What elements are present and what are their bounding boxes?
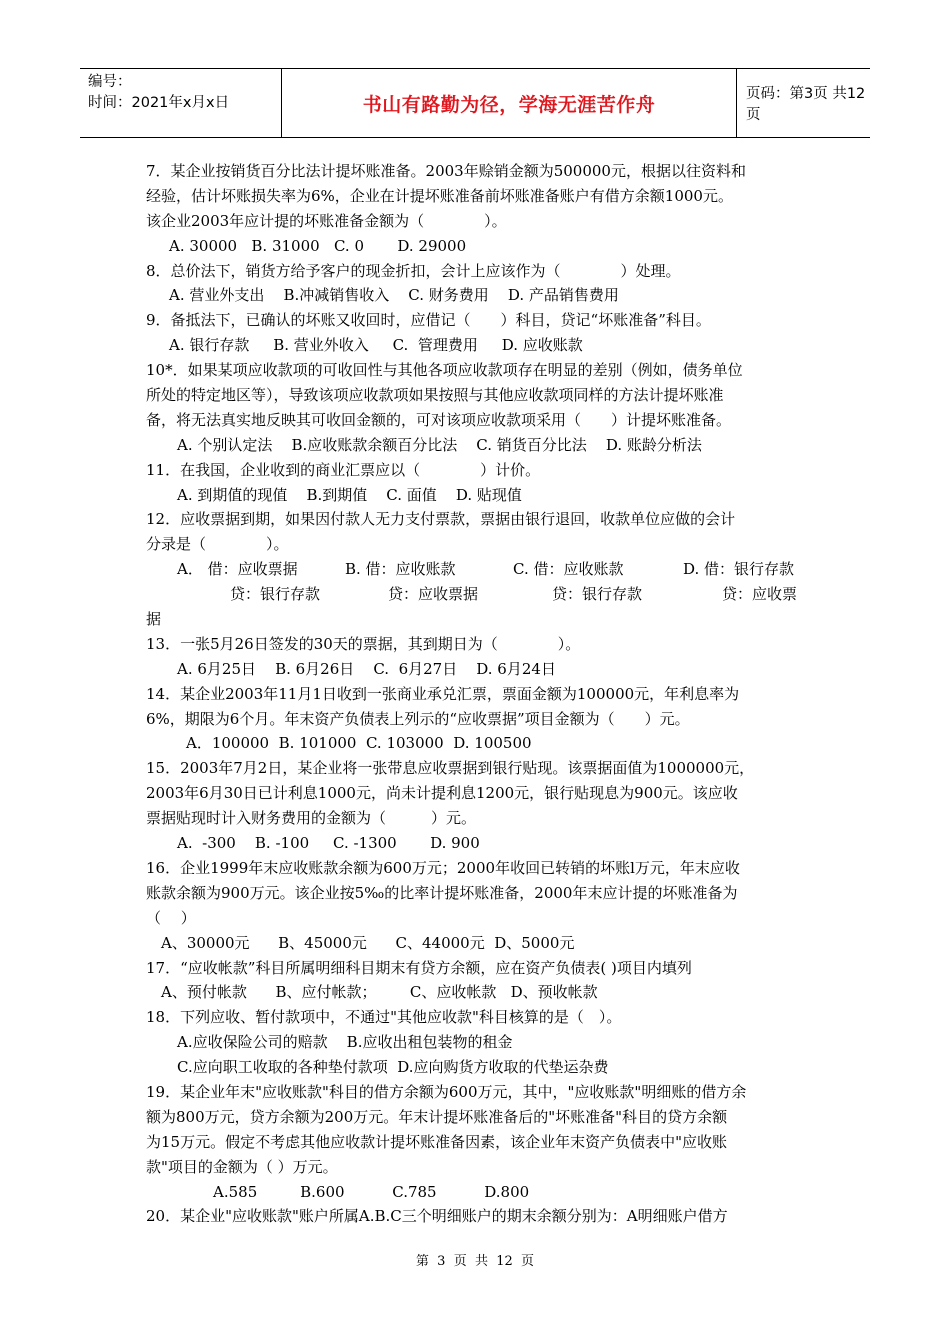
- text-line: 备，将无法真实地反映其可收回金额的，可对该项应收款项采用（ ）计提坏账准备。: [146, 410, 732, 429]
- option-d-debit: D. 借：银行存款: [683, 560, 795, 579]
- text-line: 2003年6月30日已计利息1000元，尚未计提利息1200元，银行贴现息为900元。该应收: [146, 784, 738, 803]
- header-motto: 书山有路勤为径，学海无涯苦作舟: [282, 69, 737, 137]
- answer-options: C.应向职工收取的各种垫付款项 D.应向购货方收取的代垫运杂费: [177, 1058, 609, 1077]
- answer-options: A. 银行存款 B. 营业外收入 C. 管理费用 D. 应收账款: [169, 336, 583, 355]
- answer-options: A.应收保险公司的赔款 B.应收出租包装物的租金: [177, 1033, 513, 1052]
- entry-debit-row: [146, 557, 816, 582]
- header-meta: [80, 69, 282, 137]
- text-line: 19．某企业年末"应收账款"科目的借方余额为600万元，其中，"应收账款"明细账的借方余: [146, 1082, 747, 1101]
- option-c-debit: C. 借：应收账款: [513, 560, 624, 579]
- text-line: 11．在我国，企业收到的商业汇票应以（ ）计价。: [146, 460, 541, 479]
- time-label: 时间：2021年x月x日: [88, 95, 230, 111]
- answer-options: A. 个别认定法 B.应收账款余额百分比法 C. 销货百分比法 D. 账龄分析法: [177, 435, 702, 454]
- page-header: [80, 68, 870, 138]
- page-number-label: 页码：第3页 共12页: [746, 86, 866, 123]
- question-body: [146, 159, 816, 1229]
- text-line: 款"项目的金额为（ ）万元。: [146, 1157, 338, 1176]
- text-line: 13．一张5月26日签发的30天的票据，其到期日为（ ）。: [146, 634, 581, 653]
- answer-options: A. -300 B. -100 C. -1300 D. 900: [177, 834, 480, 853]
- text-line: 经验，估计坏账损失率为6%，企业在计提坏账准备前坏账准备账户有借方余额1000元。: [146, 186, 733, 205]
- text-line: 据: [146, 610, 162, 629]
- answer-options: A、30000元 B、45000元 C、44000元 D、5000元: [161, 933, 575, 952]
- code-label: 编号：: [88, 74, 132, 90]
- text-line: 16．企业1999年末应收账款余额为600万元；2000年收回已转销的坏账l万元，年末应收: [146, 858, 740, 877]
- text-line: 10*．如果某项应收款项的可收回性与其他各项应收款项存在明显的差别（例如，债务单位: [146, 361, 743, 380]
- text-line: 所处的特定地区等），导致该项应收款项如果按照与其他应收款项同样的方法计提坏账准: [146, 386, 724, 405]
- option-c-credit: 贷：银行存款: [552, 585, 643, 604]
- text-line: 15．2003年7月2日，某企业将一张带息应收票据到银行贴现。该票据面值为1000000元，: [146, 759, 755, 778]
- text-line: （ ）: [146, 908, 196, 927]
- text-line: 为15万元。假定不考虑其他应收款计提坏账准备因素，该企业年末资产负债表中"应收账: [146, 1132, 727, 1151]
- text-line: 该企业2003年应计提的坏账准备金额为（ ）。: [146, 211, 507, 230]
- text-line: 7．某企业按销货百分比法计提坏账准备。2003年赊销金额为500000元，根据以往资料和: [146, 162, 746, 180]
- option-a-credit: 贷：银行存款: [230, 585, 321, 604]
- answer-options: A. 30000 B. 31000 C. 0 D. 29000: [169, 236, 467, 255]
- option-d-credit: 贷：应收票: [722, 585, 798, 604]
- option-b-credit: 贷：应收票据: [388, 585, 479, 604]
- answer-options: A.585 B.600 C.785 D.800: [213, 1182, 530, 1201]
- text-line: 20．某企业"应收账款"账户所属A.B.C三个明细账户的期末余额分别为：A明细账户借方: [146, 1207, 728, 1226]
- option-b-debit: B. 借：应收账款: [345, 560, 456, 579]
- page-footer: 第 3 页 共 12 页: [415, 1254, 535, 1269]
- entry-credit-row: [146, 582, 816, 607]
- text-line: 9．备抵法下，已确认的坏账又收回时，应借记（ ）科目，贷记“坏账准备”科目。: [146, 311, 711, 330]
- option-a-debit: A． 借：应收票据: [177, 560, 298, 579]
- text-line: 分录是（ ）。: [146, 535, 289, 554]
- text-line: 12．应收票据到期，如果因付款人无力支付票款，票据由银行退回，收款单位应做的会计: [146, 510, 736, 529]
- answer-options: A、预付帐款 B、应付帐款； C、应收帐款 D、预收帐款: [161, 983, 598, 1002]
- text-line: 额为800万元，贷方余额为200万元。年末计提坏账准备后的"坏账准备"科目的贷方余额: [146, 1107, 728, 1126]
- text-line: 6%，期限为6个月。年末资产负债表上列示的“应收票据”项目金额为（ ）元。: [146, 709, 690, 728]
- text-line: 账款余额为900万元。该企业按5‰的比率计提坏账准备，2000年末应计提的坏账准备为: [146, 883, 738, 902]
- text-line: 8．总价法下，销货方给予客户的现金折扣，会计上应该作为（ ）处理。: [146, 261, 681, 280]
- answer-options: A. 营业外支出 B.冲减销售收入 C. 财务费用 D. 产品销售费用: [169, 286, 619, 305]
- text-line: 票据贴现时计入财务费用的金额为（ ）元。: [146, 809, 477, 828]
- answer-options: A．100000 B. 101000 C. 103000 D. 100500: [186, 734, 532, 753]
- text-line: 17．“应收帐款”科目所属明细科目期末有贷方余额，应在资产负债表( )项目内填列: [146, 958, 692, 977]
- answer-options: A. 到期值的现值 B.到期值 C. 面值 D. 贴现值: [177, 485, 522, 504]
- text-line: 18．下列应收、暂付款项中，不通过"其他应收款"科目核算的是（ ）。: [146, 1008, 622, 1027]
- answer-options: A. 6月25日 B. 6月26日 C. 6月27日 D. 6月24日: [177, 659, 556, 678]
- text-line: 14．某企业2003年11月1日收到一张商业承兑汇票，票面金额为100000元，年利息率为: [146, 684, 740, 703]
